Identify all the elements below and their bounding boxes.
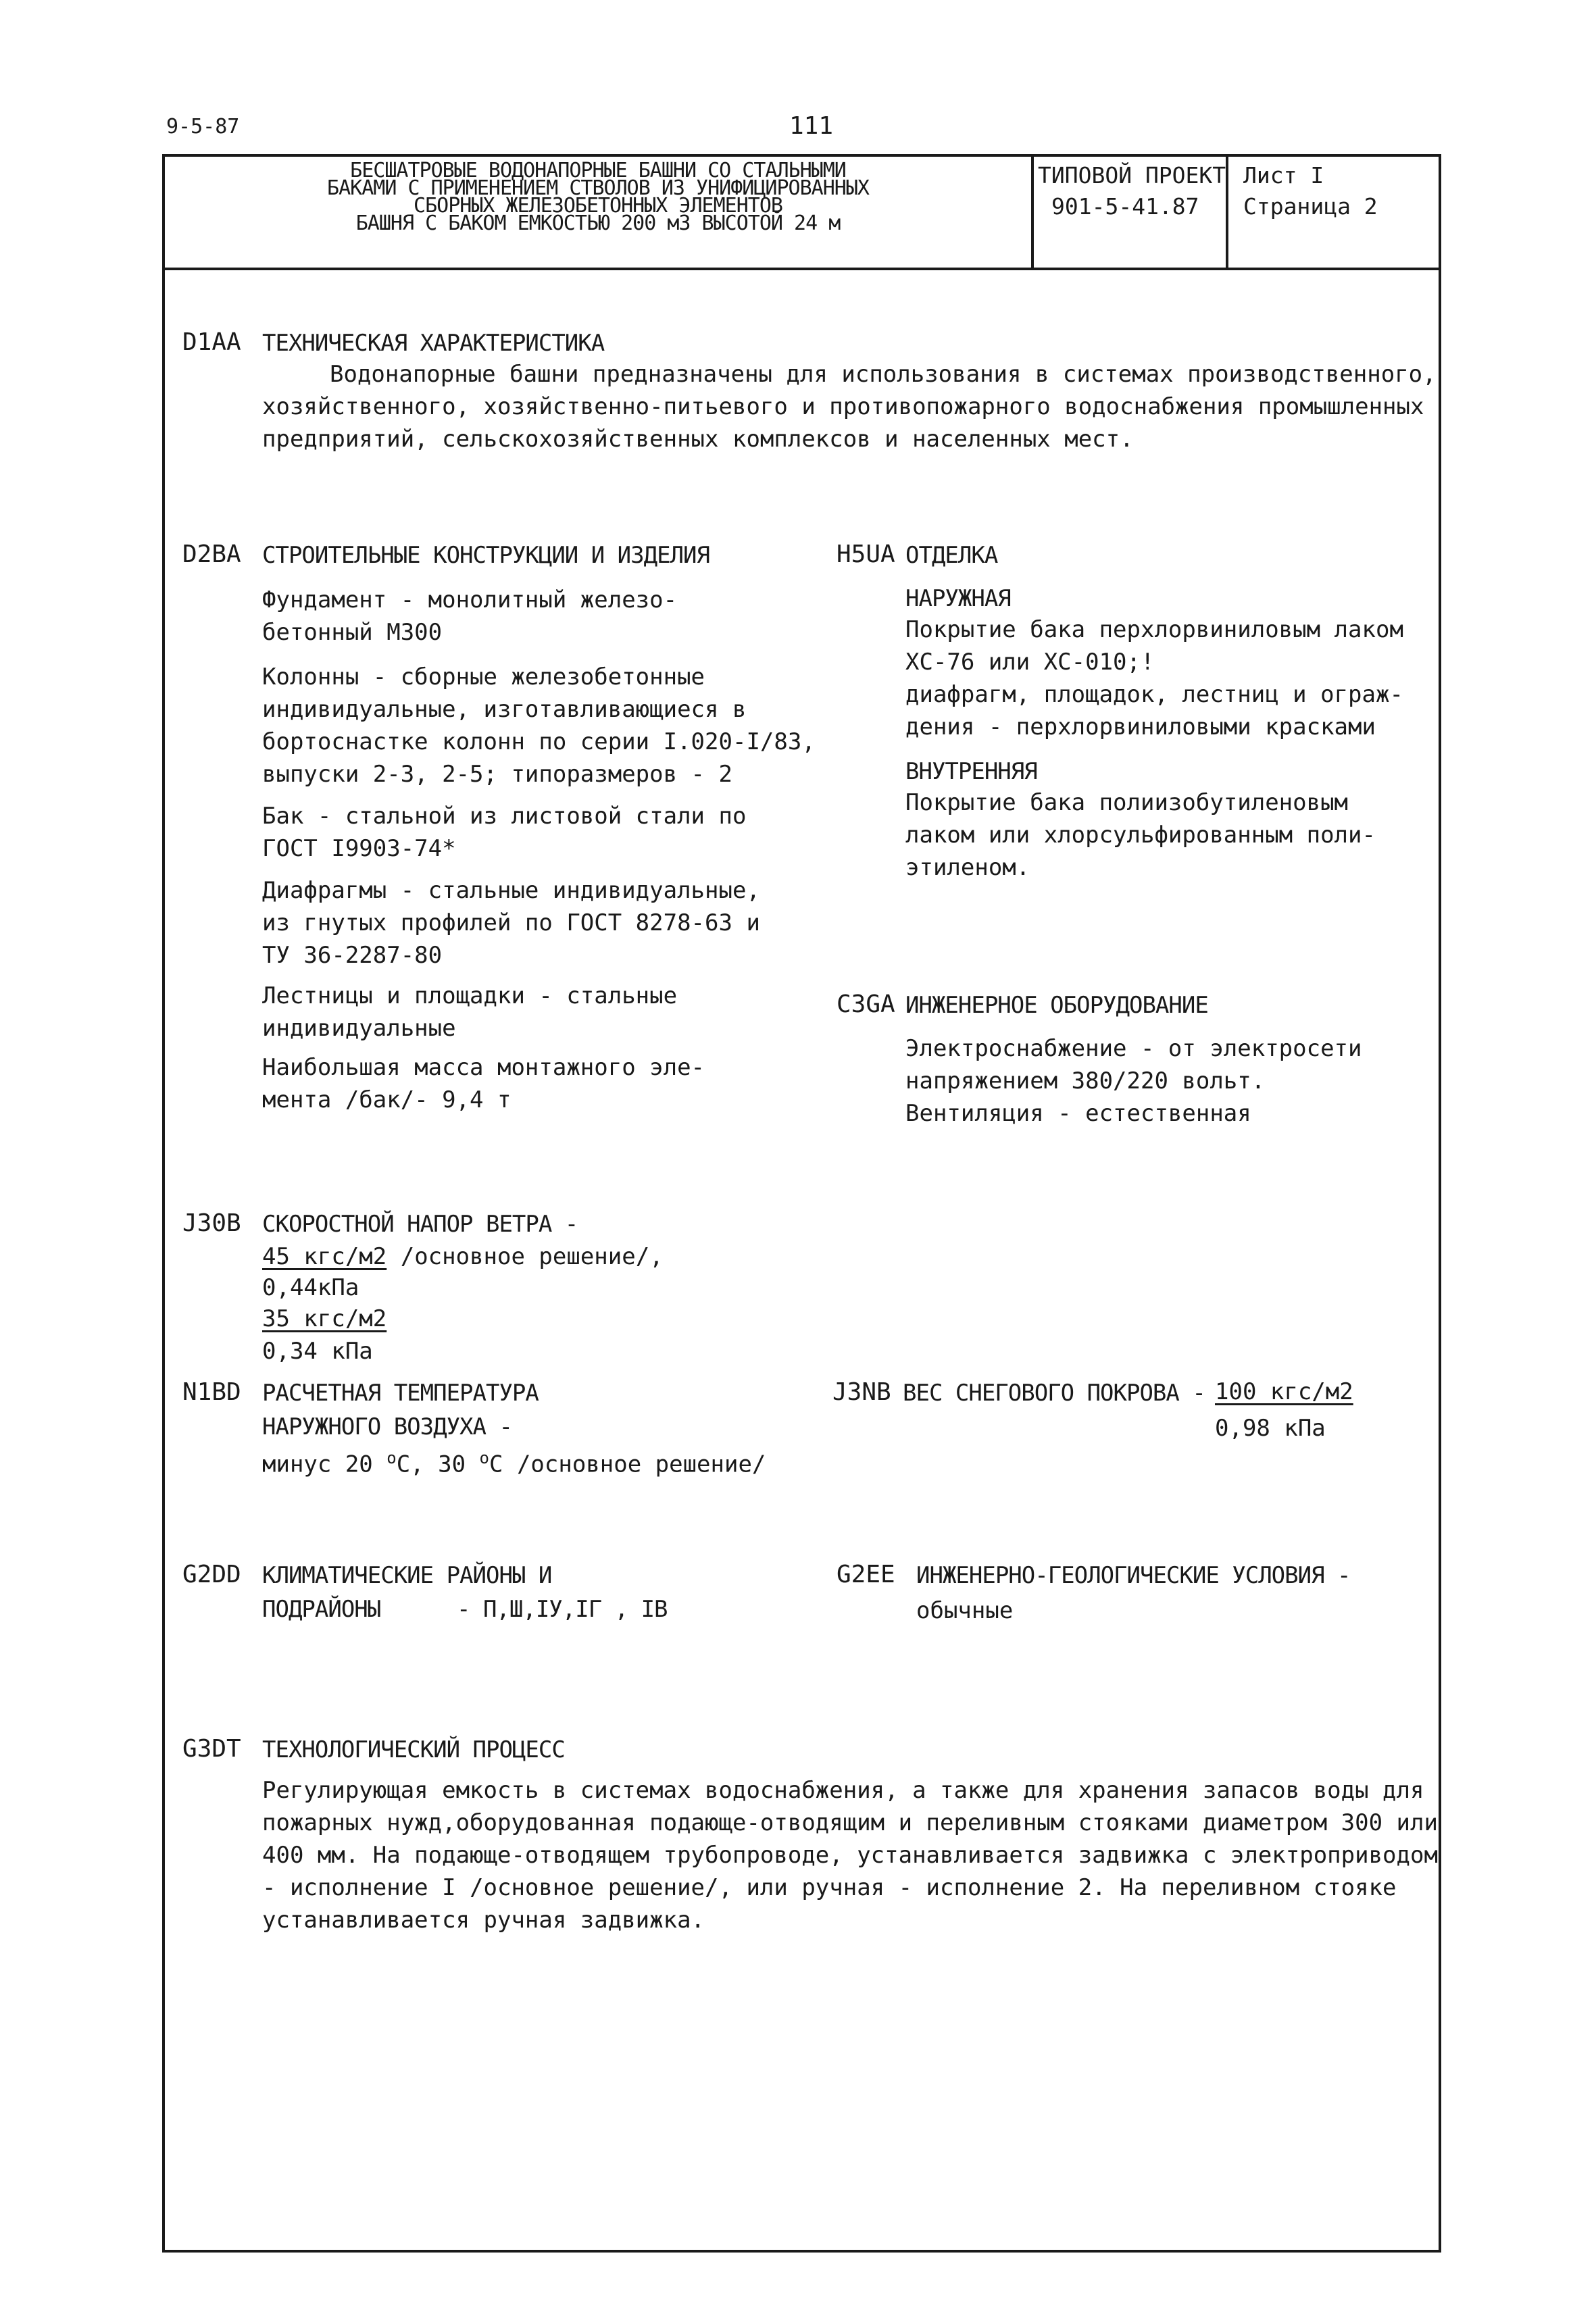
d1aa-line-3: предприятий, сельскохозяйственных комплексов и населенных мест. (262, 426, 1134, 453)
title-line-2: БАКАМИ С ПРИМЕНЕНИЕМ СТВОЛОВ ИЗ УНИФИЦИРОВАННЫХ (327, 176, 869, 200)
h5ua-outer-title: НАРУЖНАЯ (905, 585, 1011, 612)
section-title-d1aa: ТЕХНИЧЕСКАЯ ХАРАКТЕРИСТИКА (262, 330, 605, 357)
j3nb-value-kpa: 0,98 кПа (1215, 1415, 1326, 1442)
n1bd-temperature: минус 20 $^о$С, 30 $^о$С /основное решение/ (262, 1449, 766, 1478)
page-frame (162, 154, 1441, 2253)
section-code-g2dd: G2DD (182, 1561, 241, 1588)
j30b-value-1 (262, 1240, 664, 1273)
section-code-g2ee: G2EE (837, 1561, 895, 1588)
n1bd-line-2: НАРУЖНОГО ВОЗДУХА - (262, 1413, 512, 1440)
d1aa-line-2: хозяйственного, хозяйственно-питьевого и противопожарного водоснабжения промышленных (262, 393, 1424, 420)
project-label: ТИПОВОЙ ПРОЕКТ (1038, 162, 1226, 188)
h5ua-inner-title: ВНУТРЕННЯЯ (905, 758, 1037, 785)
j3nb-value: 100 кгс/м2 (1215, 1378, 1353, 1405)
section-code-h5ua: H5UA (837, 540, 895, 568)
section-title-g2ee: ИНЖЕНЕРНО-ГЕОЛОГИЧЕСКИЕ УСЛОВИЯ - (916, 1562, 1351, 1589)
h5ua-inner-text: Покрытие бака полиизобутиленовым лаком или хлорсульфированным поли- этиленом. (905, 789, 1376, 881)
section-code-j30b: J30B (182, 1209, 241, 1237)
section-title-h5ua: ОТДЕЛКА (905, 542, 998, 569)
section-title-c3ga: ИНЖЕНЕРНОЕ ОБОРУДОВАНИЕ (905, 992, 1208, 1019)
d2ba-diaphragms: Диафрагмы - стальные индивидуальные, из гнутых профилей по ГОСТ 8278-63 и ТУ 36-2287-80 (262, 877, 760, 969)
j30b-value-2-kpa: 0,34 кПа (262, 1338, 373, 1365)
g2dd-line-1: КЛИМАТИЧЕСКИЕ РАЙОНЫ И (262, 1562, 552, 1589)
section-code-n1bd: N1BD (182, 1378, 241, 1406)
j30b-value-1-amount: 45 кгс/м2 (262, 1243, 387, 1270)
d2ba-foundation: Фундамент - монолитный железо- бетонный М300 (262, 586, 678, 646)
d1aa-line-1: Водонапорные башни предназначены для использования в системах производственного, (330, 361, 1437, 388)
section-code-d1aa: D1AA (182, 328, 241, 356)
g2ee-value: обычные (916, 1597, 1014, 1624)
j30b-value-2: 35 кгс/м2 (262, 1305, 387, 1332)
d2ba-stairs: Лестницы и площадки - стальные индивидуальные (262, 982, 678, 1042)
sheet-number: Лист I (1243, 162, 1324, 188)
section-title-j3nb: ВЕС СНЕГОВОГО ПОКРОВА - (903, 1380, 1205, 1407)
section-code-g3dt: G3DT (182, 1735, 241, 1763)
title-block-bottom-rule (162, 268, 1441, 270)
j30b-value-1-note: /основное решение/, (400, 1243, 664, 1270)
title-line-1: БЕСШАТРОВЫЕ ВОДОНАПОРНЫЕ БАШНИ СО СТАЛЬНЫМИ (350, 159, 846, 182)
doc-code: 9-5-87 (166, 115, 240, 139)
project-number: 901-5-41.87 (1051, 193, 1199, 220)
h5ua-outer-text: Покрытие бака перхлорвиниловым лаком ХС-76 или ХС-010;! диафрагм, площадок, лестниц и ограж- дения - перхлорвиниловыми красками (905, 616, 1403, 740)
g3dt-text: Регулирующая емкость в системах водоснабжения, а также для хранения запасов воды для пожарных нужд,оборудованная подающе-отводящим и переливным стояками диаметром 300 или 400 мм. На подающе-отводящем трубопроводе, устанавливается задвижка с электроприводом - исполнение I /основное решение/, или ручная - исполнение 2. На переливном стояке устанавливается ручная задвижка. (262, 1777, 1438, 1934)
g2dd-value: - П,Ш,IУ,IГ , IВ (457, 1596, 668, 1623)
page-label: Страница 2 (1243, 193, 1378, 220)
j30b-value-1-kpa: 0,44кПа (262, 1274, 359, 1301)
n1bd-line-1: РАСЧЕТНАЯ ТЕМПЕРАТУРА (262, 1380, 539, 1407)
section-title-g3dt: ТЕХНОЛОГИЧЕСКИЙ ПРОЦЕСС (262, 1736, 565, 1763)
title-line-3: СБОРНЫХ ЖЕЛЕЗОБЕТОННЫХ ЭЛЕМЕНТОВ (414, 194, 782, 218)
title-block-title (165, 159, 1031, 235)
c3ga-text: Электроснабжение - от электросети напряжением 380/220 вольт. Вентиляция - естественная (905, 1035, 1362, 1127)
title-block-divider-2 (1226, 154, 1228, 269)
title-line-4: БАШНЯ С БАКОМ ЕМКОСТЬЮ 200 м3 ВЫСОТОЙ 24 м (355, 211, 841, 235)
section-title-j30b: СКОРОСТНОЙ НАПОР ВЕТРА - (262, 1211, 578, 1238)
section-title-d2ba: СТРОИТЕЛЬНЫЕ КОНСТРУКЦИИ И ИЗДЕЛИЯ (262, 542, 709, 569)
section-code-d2ba: D2BA (182, 540, 241, 568)
d2ba-columns: Колонны - сборные железобетонные индивидуальные, изготавливающиеся в бортоснастке колонн по серии I.020-I/83, выпуски 2-3, 2-5; типоразмеров - 2 (262, 663, 816, 788)
g2dd-line-2: ПОДРАЙОНЫ (262, 1596, 381, 1623)
d2ba-tank: Бак - стальной из листовой стали по ГОСТ I9903-74* (262, 803, 747, 862)
section-code-j3nb: J3NB (832, 1378, 891, 1406)
d2ba-mass: Наибольшая масса монтажного эле- мента /бак/- 9,4 т (262, 1054, 705, 1113)
section-code-c3ga: C3GA (837, 990, 895, 1018)
page-number: 111 (789, 112, 834, 140)
title-block-divider-1 (1031, 154, 1034, 269)
